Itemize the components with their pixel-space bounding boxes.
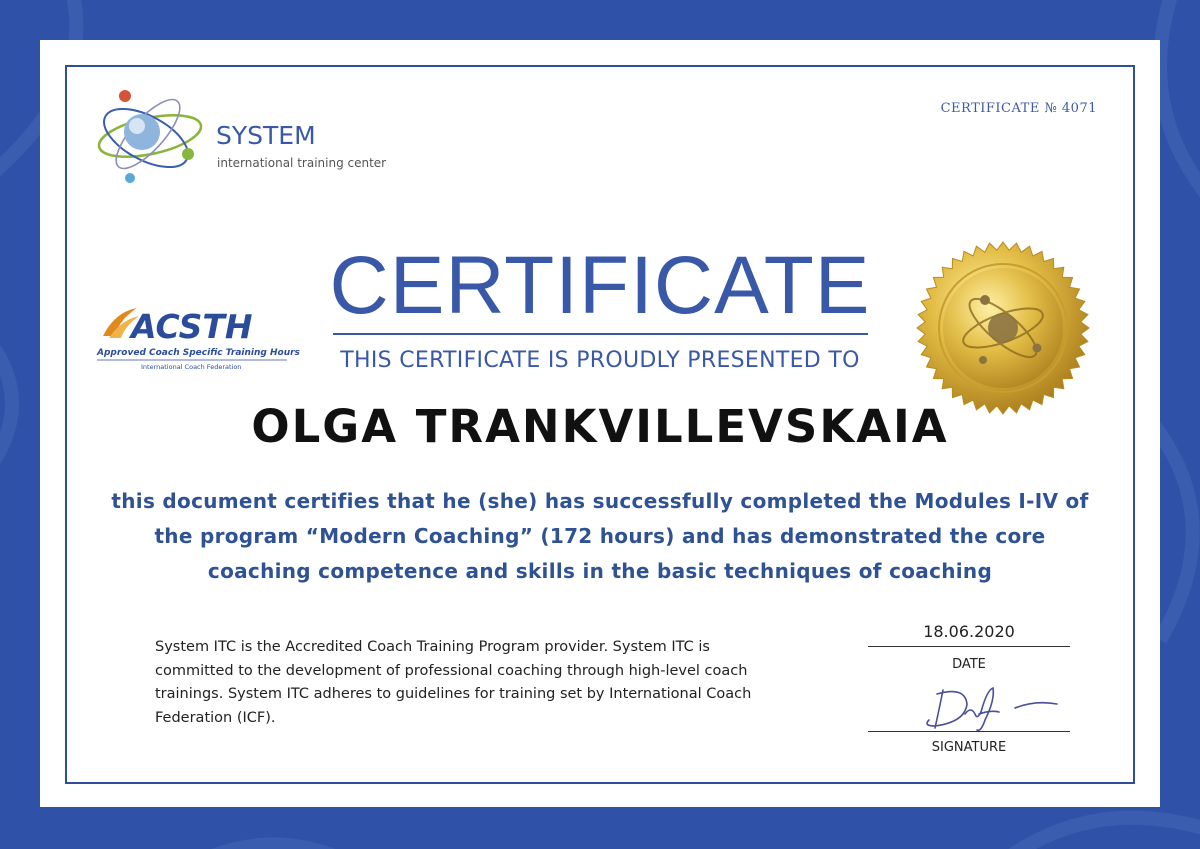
signature-label: SIGNATURE — [931, 740, 1007, 755]
acsth-badge — [95, 298, 300, 372]
logo-name: SYSTEM — [216, 121, 316, 150]
certificate-subtitle: THIS CERTIFICATE IS PROUDLY PRESENTED TO — [340, 348, 860, 373]
acsth-organization: International Coach Federation — [141, 363, 242, 371]
date-line — [868, 646, 1070, 647]
signature-mark — [915, 680, 1065, 735]
provider-statement: System ITC is the Accredited Coach Training Program provider. System ITC is committed to the development of professional coaching through high-level coach trainings. System ITC adheres to guidelines for training set by International Coach Federation (ICF). — [155, 639, 752, 726]
date-value: 18.06.2020 — [923, 622, 1015, 641]
logo-tagline: international training center — [217, 156, 387, 170]
acsth-name: ACSTH — [131, 307, 253, 346]
system-itc-logo — [90, 86, 410, 194]
acsth-tagline: Approved Coach Specific Training Hours — [97, 348, 300, 358]
date-label: DATE — [952, 657, 986, 672]
gold-seal-icon — [915, 240, 1091, 416]
certificate-description: this document certifies that he (she) has successfully completed the Modules I-IV of the program “Modern Coaching” (172 hours) and has demonstrated the core coaching competence and skills in the basic techniques of coaching — [111, 489, 1089, 583]
recipient-name: OLGA TRANKVILLEVSKAIA — [251, 400, 949, 453]
title-underline — [333, 333, 868, 335]
atom-logo-icon — [95, 90, 205, 183]
certificate-title: CERTIFICATE — [329, 240, 871, 331]
certificate-number: CERTIFICATE № 4071 — [940, 101, 1097, 116]
signature-line — [868, 731, 1070, 732]
